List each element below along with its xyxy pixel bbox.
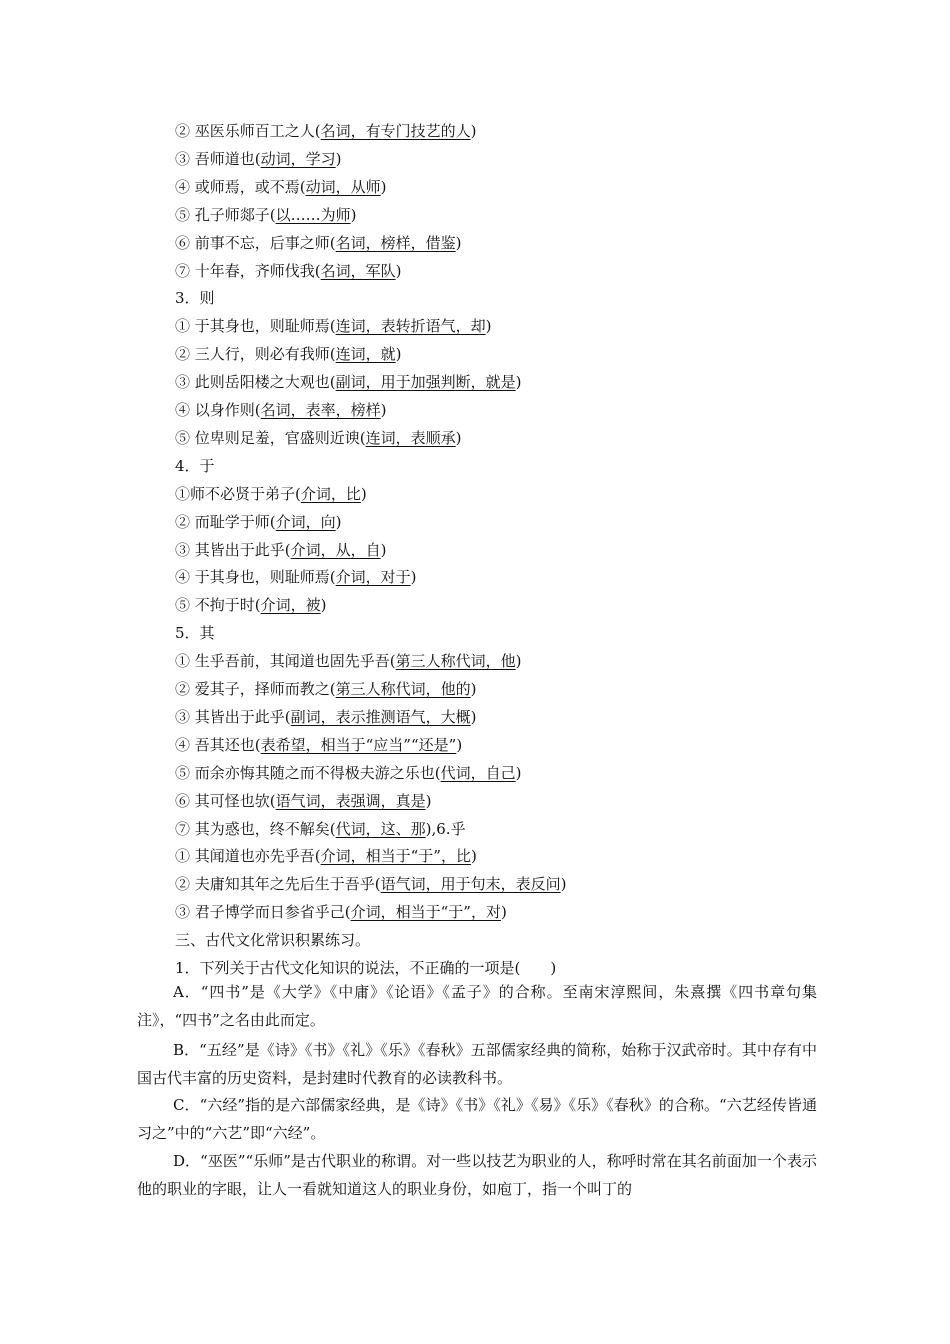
line-suffix: ) [335,512,342,531]
line-text: ③ 其皆出于此乎( [175,707,291,726]
answer-underlined: 代词，自己 [440,763,516,782]
answer-underlined: 语气词，表强调，真是 [275,791,426,810]
line-text: ① 其闻道也亦先乎吾( [175,847,321,866]
line-suffix: ) [470,707,477,726]
text-line [175,456,215,476]
option-paragraph [137,1036,817,1092]
line-suffix: ) [380,540,387,559]
line-text: 3．则 [175,289,215,308]
text-line [175,344,402,364]
answer-underlined: 介词，比 [300,484,361,503]
answer-underlined: 副词，表示推测语气，大概 [290,707,471,726]
line-text: ⑤ 而余亦悔其随之而不得极夫游之乐也( [175,763,441,782]
line-suffix: ) [360,484,367,503]
line-text: ④ 或师焉，或不焉( [175,177,306,196]
text-line [175,205,357,225]
line-text: ①师不必贤于弟子( [175,484,301,503]
line-suffix: ) [456,735,463,754]
line-suffix: ) [455,428,462,447]
line-suffix: ) [380,177,387,196]
paragraph-text: D．“巫医”“乐师”是古代职业的称谓。对一些以技艺为职业的人，称呼时常在其名前面加一个表示他的职业的字眼，让人一看就知道这人的职业身份，如庖丁，指一个叫丁的 [137,1152,817,1198]
line-suffix: ) [320,596,327,615]
answer-underlined: 介词，对于 [335,568,411,587]
line-text: 1．下列关于古代文化知识的说法，不正确的一项是( ) [175,959,557,977]
answer-underlined: 介词，相当于“于”，对 [350,903,501,922]
line-text: ⑤ 不拘于时( [175,596,261,615]
line-text: 三、古代文化常识积累练习。 [175,931,371,950]
line-text: ⑦ 十年春，齐师伐我( [175,261,321,280]
line-suffix: ) [395,345,402,364]
answer-underlined: 名词，表率，榜样 [260,401,381,419]
answer-underlined: 连词，表转折语气，却 [335,317,486,336]
line-suffix: ) [470,680,477,698]
line-text: ① 生乎吾前，其闻道也固先乎吾( [175,652,396,671]
line-text: ④ 于其身也，则耻师焉( [175,568,336,587]
line-text: ⑤ 位卑则足羞，官盛则近谀( [175,428,366,447]
line-text: ⑤ 孔子师郯子( [175,205,276,224]
text-line [175,400,387,420]
text-line [175,372,522,392]
text-line [175,679,477,699]
line-text: ② 爱其子，择师而教之( [175,680,336,698]
text-line [175,595,327,615]
line-suffix: ) [380,401,387,419]
line-text: ③ 吾师道也( [175,149,261,168]
line-text: ② 三人行，则必有我师( [175,345,336,364]
line-text: ③ 此则岳阳楼之大观也( [175,373,336,392]
answer-underlined: 动词，学习 [260,149,336,168]
line-text: ⑦ 其为惑也，终不解矣( [175,819,336,838]
option-paragraph [137,1091,817,1147]
text-line [175,484,367,504]
answer-underlined: 介词，被 [260,596,321,615]
text-line [175,121,477,141]
line-text: ② 夫庸知其年之先后生于吾乎( [175,875,381,894]
option-paragraph [137,1147,817,1203]
line-suffix: ) [455,233,462,252]
text-line [175,316,492,336]
text-line [175,874,567,894]
line-suffix: ) [395,261,402,280]
option-paragraph [137,978,817,1034]
line-suffix: ) [560,875,567,894]
text-line [175,288,215,308]
line-suffix: ) [500,903,507,922]
text-line [175,819,466,839]
text-line [175,512,342,532]
text-line [175,763,522,783]
text-line [175,651,522,671]
line-text: 4．于 [175,456,215,475]
line-suffix: ) [515,652,522,671]
line-suffix: ) [515,373,522,392]
text-line [175,791,432,811]
answer-underlined: 名词，军队 [320,261,396,280]
line-suffix: ) [410,568,417,587]
line-text: ② 而耻学于师( [175,512,276,531]
answer-underlined: 介词，相当于“于”，比 [320,847,471,866]
line-suffix: ) [515,763,522,782]
answer-underlined: 名词，榜样，借鉴 [335,233,456,252]
line-suffix: ) [485,317,492,336]
text-line [175,707,477,727]
answer-underlined: 副词，用于加强判断，就是 [335,373,516,392]
paragraph-text: B．“五经”是《诗》《书》《礼》《乐》《春秋》五部儒家经典的简称，始称于汉武帝时。其中存有中国古代丰富的历史资料，是封建时代教育的必读教科书。 [137,1041,817,1087]
text-line [175,902,507,922]
line-text: ② 巫医乐师百工之人( [175,122,321,140]
line-text: ④ 以身作则( [175,401,261,419]
answer-underlined: 第三人称代词，他的 [335,680,471,698]
text-line [175,846,477,866]
answer-underlined: 以……为师 [275,205,351,224]
text-line [175,233,462,253]
answer-underlined: 连词，表顺承 [365,428,456,447]
line-text: ⑥ 前事不忘，后事之师( [175,233,336,252]
line-text: ③ 其皆出于此乎( [175,540,291,559]
text-line [175,149,342,169]
answer-underlined: 介词，向 [275,512,336,531]
answer-underlined: 语气词，用于句末，表反问 [380,875,561,894]
paragraph-text: C．“六经”指的是六部儒家经典，是《诗》《书》《礼》《易》《乐》《春秋》的合称。“六艺经传皆通习之”中的“六艺”即“六经”。 [137,1096,817,1142]
line-suffix: ) [470,122,477,140]
text-line [175,623,215,643]
line-suffix: ),6.乎 [425,819,466,838]
answer-underlined: 动词，从师 [305,177,381,196]
line-suffix: ) [425,791,432,810]
answer-underlined: 名词，有专门技艺的人 [320,122,471,140]
text-line [175,428,462,448]
text-line [175,567,417,587]
text-line [175,261,402,281]
answer-underlined: 表希望，相当于“应当”“还是” [260,735,457,754]
text-line [175,177,387,197]
line-suffix: ) [350,205,357,224]
text-line [175,735,462,755]
text-line [175,958,556,978]
answer-underlined: 连词，就 [335,345,396,364]
line-suffix: ) [470,847,477,866]
answer-underlined: 第三人称代词，他 [395,652,516,671]
answer-underlined: 代词，这、那 [335,819,426,838]
text-line [175,930,370,950]
line-text: ③ 君子博学而日参省乎己( [175,903,351,922]
paragraph-text: A．“四书”是《大学》《中庸》《论语》《孟子》的合称。至南宋淳熙间，朱熹撰《四书章句集注》，“四书”之名由此而定。 [137,983,817,1029]
text-line [175,540,387,560]
line-suffix: ) [335,149,342,168]
line-text: ④ 吾其还也( [175,735,261,754]
answer-underlined: 介词，从，自 [290,540,381,559]
line-text: 5．其 [175,624,215,643]
line-text: ⑥ 其可怪也欤( [175,791,276,810]
line-text: ① 于其身也，则耻师焉( [175,317,336,336]
